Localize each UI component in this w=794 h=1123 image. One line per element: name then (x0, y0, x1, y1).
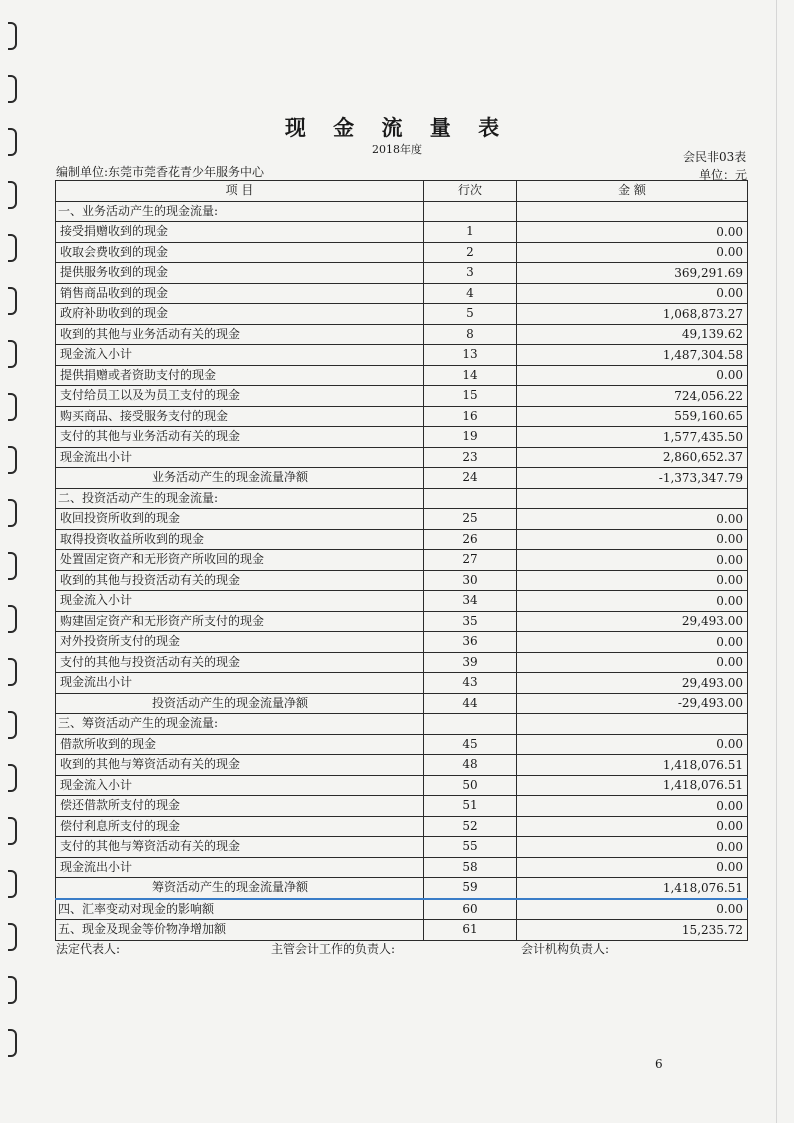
row-line-number: 43 (424, 673, 517, 694)
binder-rings (0, 0, 30, 1123)
table-row (56, 242, 748, 263)
row-item: 偿付利息所支付的现金 (56, 816, 424, 837)
row-line-number: 27 (424, 550, 517, 571)
row-amount: 0.00 (517, 242, 748, 263)
table-row (56, 899, 748, 920)
row-item: 收回投资所收到的现金 (56, 509, 424, 530)
row-amount: -29,493.00 (517, 693, 748, 714)
row-line-number: 55 (424, 837, 517, 858)
row-item: 提供捐赠或者资助支付的现金 (56, 365, 424, 386)
row-item: 取得投资收益所收到的现金 (56, 529, 424, 550)
table-row (56, 693, 748, 714)
table-row (56, 755, 748, 776)
row-amount: 0.00 (517, 591, 748, 612)
binder-ring (8, 234, 17, 262)
row-item: 政府补助收到的现金 (56, 304, 424, 325)
table-row (56, 632, 748, 653)
row-amount (517, 714, 748, 735)
table-row (56, 222, 748, 243)
row-item: 筹资活动产生的现金流量净额 (56, 878, 424, 899)
row-item: 一、业务活动产生的现金流量: (56, 201, 424, 222)
binder-ring (8, 75, 17, 103)
row-line-number: 30 (424, 570, 517, 591)
binder-ring (8, 764, 17, 792)
row-amount: 49,139.62 (517, 324, 748, 345)
row-line-number: 15 (424, 386, 517, 407)
row-item: 二、投资活动产生的现金流量: (56, 488, 424, 509)
row-amount: 0.00 (517, 365, 748, 386)
row-line-number: 60 (424, 899, 517, 920)
row-line-number: 48 (424, 755, 517, 776)
row-line-number: 59 (424, 878, 517, 899)
row-amount: 724,056.22 (517, 386, 748, 407)
binder-ring (8, 817, 17, 845)
line-column-header: 行次 (424, 181, 517, 202)
row-line-number: 36 (424, 632, 517, 653)
binder-ring (8, 181, 17, 209)
row-amount: 0.00 (517, 222, 748, 243)
binder-ring (8, 923, 17, 951)
binder-ring (8, 340, 17, 368)
binder-ring (8, 870, 17, 898)
table-row (56, 324, 748, 345)
row-item: 提供服务收到的现金 (56, 263, 424, 284)
row-amount (517, 488, 748, 509)
row-line-number: 24 (424, 468, 517, 489)
row-amount: 559,160.65 (517, 406, 748, 427)
row-line-number: 26 (424, 529, 517, 550)
row-item: 支付给员工以及为员工支付的现金 (56, 386, 424, 407)
row-item: 偿还借款所支付的现金 (56, 796, 424, 817)
page-number: 6 (655, 1057, 663, 1071)
currency-unit: 单位：元 (699, 168, 748, 182)
row-item: 现金流出小计 (56, 673, 424, 694)
row-item: 支付的其他与筹资活动有关的现金 (56, 837, 424, 858)
row-amount: 15,235.72 (517, 920, 748, 941)
binder-ring (8, 605, 17, 633)
row-amount: 1,418,076.51 (517, 775, 748, 796)
report-title: 现 金 流 量 表 (284, 115, 510, 140)
table-row (56, 365, 748, 386)
row-line-number: 1 (424, 222, 517, 243)
row-item: 支付的其他与业务活动有关的现金 (56, 427, 424, 448)
binder-ring (8, 1029, 17, 1057)
row-line-number: 35 (424, 611, 517, 632)
row-item: 现金流出小计 (56, 857, 424, 878)
row-line-number: 61 (424, 920, 517, 941)
row-item: 收到的其他与投资活动有关的现金 (56, 570, 424, 591)
row-amount: 0.00 (517, 837, 748, 858)
row-amount: 0.00 (517, 734, 748, 755)
row-line-number: 2 (424, 242, 517, 263)
row-line-number: 50 (424, 775, 517, 796)
table-row (56, 714, 748, 735)
binder-ring (8, 287, 17, 315)
table-row (56, 201, 748, 222)
row-item: 支付的其他与投资活动有关的现金 (56, 652, 424, 673)
table-row (56, 283, 748, 304)
row-line-number: 44 (424, 693, 517, 714)
row-line-number: 52 (424, 816, 517, 837)
row-item: 投资活动产生的现金流量净额 (56, 693, 424, 714)
form-number: 会民非03表 (683, 150, 747, 164)
item-column-header: 项 目 (56, 181, 424, 202)
row-line-number: 23 (424, 447, 517, 468)
row-item: 接受捐赠收到的现金 (56, 222, 424, 243)
row-item: 业务活动产生的现金流量净额 (56, 468, 424, 489)
row-line-number: 16 (424, 406, 517, 427)
amount-column-header: 金 额 (517, 181, 748, 202)
binder-ring (8, 446, 17, 474)
table-row (56, 509, 748, 530)
row-amount: 29,493.00 (517, 611, 748, 632)
table-row (56, 550, 748, 571)
table-row (56, 611, 748, 632)
report-year: 2018年度 (372, 143, 422, 156)
row-amount: 1,577,435.50 (517, 427, 748, 448)
row-item: 四、汇率变动对现金的影响额 (56, 899, 424, 920)
row-line-number: 4 (424, 283, 517, 304)
binder-ring (8, 499, 17, 527)
row-line-number: 51 (424, 796, 517, 817)
row-item: 处置固定资产和无形资产所收回的现金 (56, 550, 424, 571)
table-row (56, 447, 748, 468)
row-line-number: 14 (424, 365, 517, 386)
table-row (56, 652, 748, 673)
row-amount: 369,291.69 (517, 263, 748, 284)
row-line-number: 25 (424, 509, 517, 530)
table-row (56, 570, 748, 591)
row-amount: 0.00 (517, 816, 748, 837)
row-amount: 0.00 (517, 509, 748, 530)
scan-edge-line (776, 0, 777, 1123)
binder-ring (8, 976, 17, 1004)
row-line-number: 39 (424, 652, 517, 673)
row-amount: 2,860,652.37 (517, 447, 748, 468)
row-item: 五、现金及现金等价物净增加额 (56, 920, 424, 941)
row-amount: 0.00 (517, 632, 748, 653)
row-line-number: 8 (424, 324, 517, 345)
table-row (56, 837, 748, 858)
row-line-number: 45 (424, 734, 517, 755)
accounting-dept-head-label: 会计机构负责人: (521, 942, 610, 956)
table-row (56, 468, 748, 489)
row-line-number: 5 (424, 304, 517, 325)
binder-ring (8, 22, 17, 50)
table-row (56, 427, 748, 448)
row-item: 收取会费收到的现金 (56, 242, 424, 263)
row-item: 购买商品、接受服务支付的现金 (56, 406, 424, 427)
row-line-number (424, 201, 517, 222)
table-row (56, 406, 748, 427)
cash-flow-body (56, 201, 748, 940)
row-line-number: 58 (424, 857, 517, 878)
row-amount: 1,418,076.51 (517, 878, 748, 899)
table-row (56, 673, 748, 694)
row-item: 现金流入小计 (56, 591, 424, 612)
row-item: 借款所收到的现金 (56, 734, 424, 755)
row-line-number (424, 714, 517, 735)
row-amount: -1,373,347.79 (517, 468, 748, 489)
row-amount: 0.00 (517, 529, 748, 550)
row-item: 对外投资所支付的现金 (56, 632, 424, 653)
row-amount (517, 201, 748, 222)
table-row (56, 386, 748, 407)
table-row (56, 304, 748, 325)
row-item: 销售商品收到的现金 (56, 283, 424, 304)
table-row (56, 345, 748, 366)
binder-ring (8, 393, 17, 421)
row-item: 现金流出小计 (56, 447, 424, 468)
row-item: 收到的其他与业务活动有关的现金 (56, 324, 424, 345)
table-row (56, 796, 748, 817)
row-line-number: 34 (424, 591, 517, 612)
table-row (56, 529, 748, 550)
table-row (56, 734, 748, 755)
row-item: 现金流入小计 (56, 345, 424, 366)
row-amount: 1,487,304.58 (517, 345, 748, 366)
row-amount: 0.00 (517, 857, 748, 878)
accounting-head-label: 主管会计工作的负责人: (271, 942, 396, 956)
row-amount: 0.00 (517, 570, 748, 591)
organization-name: 编制单位:东莞市莞香花青少年服务中心 (56, 165, 265, 179)
row-item: 收到的其他与筹资活动有关的现金 (56, 755, 424, 776)
binder-ring (8, 658, 17, 686)
table-row (56, 816, 748, 837)
binder-ring (8, 711, 17, 739)
table-row (56, 775, 748, 796)
table-header-row (56, 181, 748, 202)
table-row (56, 488, 748, 509)
table-row (56, 920, 748, 941)
row-line-number: 19 (424, 427, 517, 448)
row-item: 现金流入小计 (56, 775, 424, 796)
table-row (56, 263, 748, 284)
cash-flow-table (55, 180, 748, 941)
table-row (56, 591, 748, 612)
row-amount: 29,493.00 (517, 673, 748, 694)
row-line-number: 3 (424, 263, 517, 284)
row-item: 购建固定资产和无形资产所支付的现金 (56, 611, 424, 632)
table-row (56, 878, 748, 899)
row-amount: 0.00 (517, 796, 748, 817)
row-amount: 0.00 (517, 899, 748, 920)
row-amount: 1,418,076.51 (517, 755, 748, 776)
row-amount: 1,068,873.27 (517, 304, 748, 325)
row-amount: 0.00 (517, 550, 748, 571)
row-item: 三、筹资活动产生的现金流量: (56, 714, 424, 735)
binder-ring (8, 552, 17, 580)
row-line-number (424, 488, 517, 509)
row-amount: 0.00 (517, 652, 748, 673)
row-amount: 0.00 (517, 283, 748, 304)
legal-representative-label: 法定代表人: (56, 942, 121, 956)
table-row (56, 857, 748, 878)
row-line-number: 13 (424, 345, 517, 366)
